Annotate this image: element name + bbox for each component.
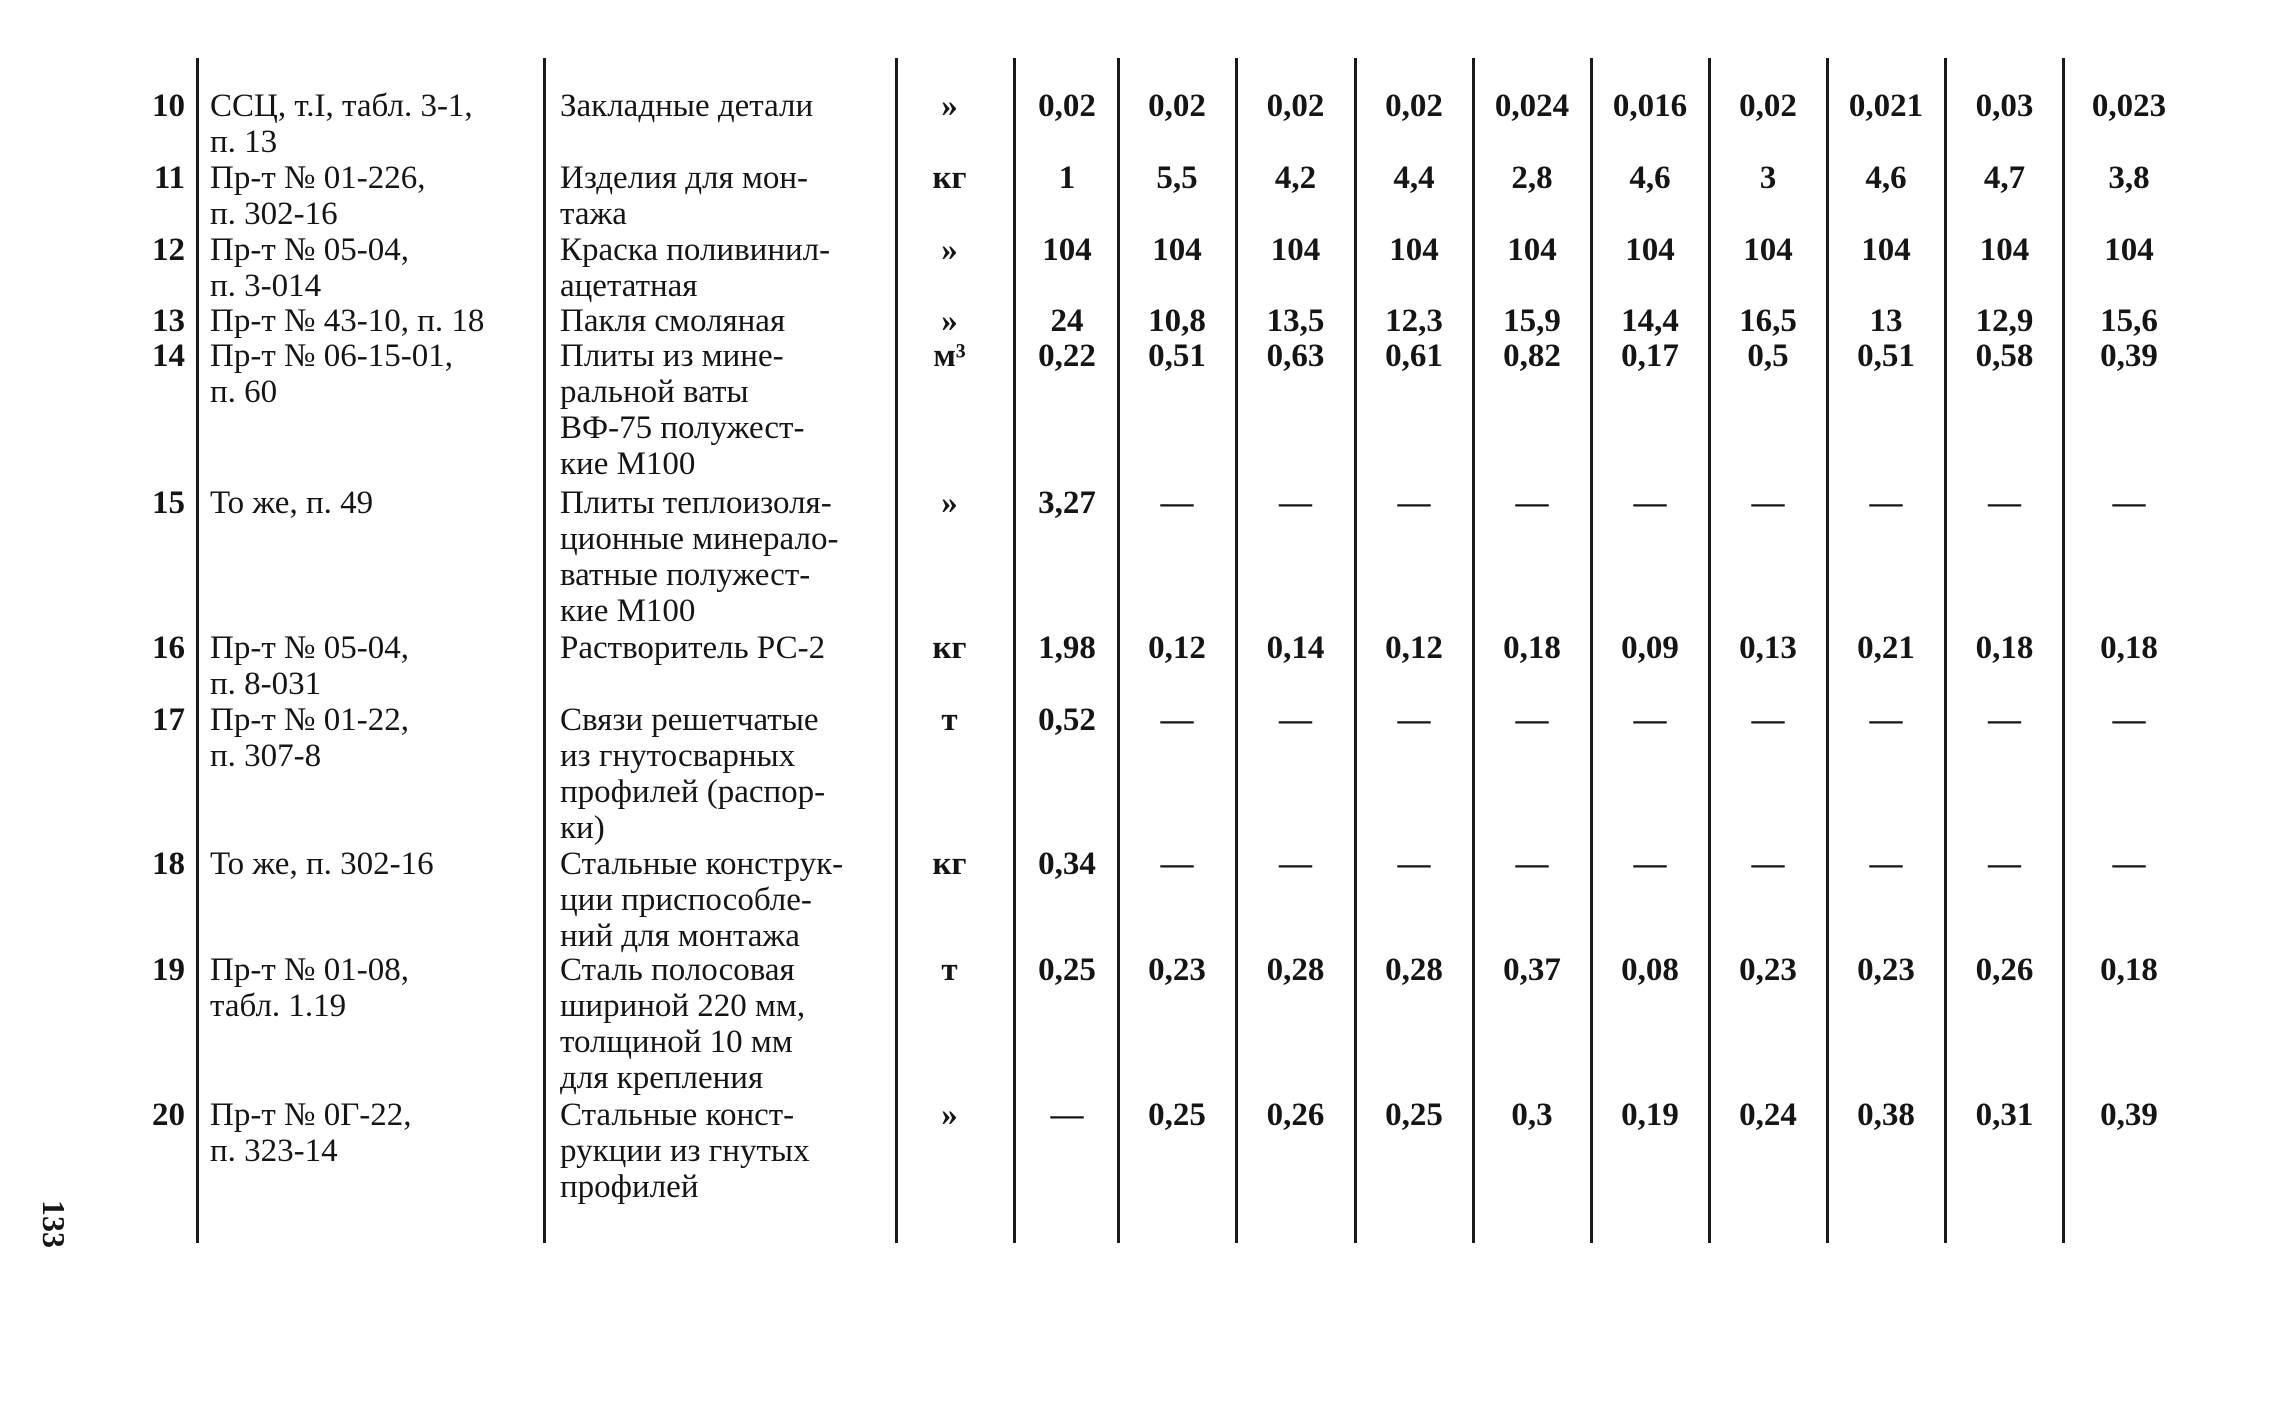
value-cell: — <box>1279 846 1312 882</box>
value-cell: 0,39 <box>2100 1097 2158 1133</box>
value-cell: — <box>1050 1097 1084 1133</box>
value-cell: — <box>1279 702 1312 738</box>
value-cell: 0,25 <box>1148 1097 1206 1133</box>
material-name-line: профилей <box>560 1169 699 1205</box>
material-name <box>560 303 890 339</box>
value-cell: 0,25 <box>1038 952 1096 988</box>
material-name-line: ральной ваты <box>560 374 749 410</box>
source-line: То же, п. 49 <box>210 485 374 521</box>
material-name-line: для крепления <box>560 1060 764 1096</box>
material-name <box>560 1097 890 1205</box>
material-name-line: Изделия для мон- <box>560 160 808 196</box>
value-cell: 0,38 <box>1857 1097 1915 1133</box>
source-line: Пр-т № 06-15-01, <box>210 338 453 374</box>
material-name <box>560 485 890 629</box>
source-line: п. 8-031 <box>210 666 322 702</box>
value-cell: — <box>1988 702 2021 738</box>
material-name <box>560 338 890 482</box>
source-line: Пр-т № 01-22, <box>210 702 409 738</box>
value-cell: 0,63 <box>1266 338 1325 374</box>
value-cell: 0,26 <box>1975 952 2034 988</box>
source-reference <box>210 303 550 339</box>
source-reference <box>210 88 550 160</box>
value-cell: — <box>1869 846 1903 882</box>
value-cell: 15,6 <box>2100 303 2158 339</box>
unit: м³ <box>933 338 966 374</box>
value-cell: — <box>1515 846 1549 882</box>
value-cell: 0,58 <box>1975 338 2034 374</box>
value-cell: — <box>1633 485 1667 521</box>
value-cell: 104 <box>1861 232 1911 268</box>
material-name-line: Плиты теплоизоля- <box>560 485 832 521</box>
value-cell: — <box>1160 702 1194 738</box>
row-number: 10 <box>152 88 185 124</box>
unit: кг <box>932 160 967 196</box>
unit: кг <box>932 630 967 666</box>
source-reference <box>210 952 550 1024</box>
material-name-line: кие М100 <box>560 593 696 629</box>
material-name <box>560 232 890 304</box>
row-number: 18 <box>152 846 185 882</box>
material-name-line: из гнутосварных <box>560 738 796 774</box>
value-cell: 104 <box>1270 232 1321 268</box>
value-cell: 0,14 <box>1266 630 1325 666</box>
value-cell: — <box>1160 846 1194 882</box>
source-reference <box>210 338 550 410</box>
source-line: Пр-т № 05-04, <box>210 232 409 268</box>
value-cell: — <box>2112 485 2146 521</box>
source-line: Пр-т № 43-10, п. 18 <box>210 303 485 339</box>
value-cell: 0,02 <box>1266 88 1325 124</box>
row-number: 14 <box>152 338 185 374</box>
unit: т <box>941 952 958 988</box>
source-reference <box>210 630 550 702</box>
material-name-line: Плиты из мине- <box>560 338 784 374</box>
value-cell: 0,09 <box>1621 630 1679 666</box>
unit: » <box>941 485 958 521</box>
material-name-line: ции приспособле- <box>560 882 812 918</box>
unit: » <box>941 232 958 268</box>
value-cell: 4,6 <box>1629 160 1671 196</box>
value-cell: 3 <box>1759 160 1777 196</box>
value-cell: 0,021 <box>1848 88 1924 124</box>
value-cell: 0,34 <box>1038 846 1096 882</box>
value-cell: 0,18 <box>2100 630 2158 666</box>
row-number: 15 <box>152 485 185 521</box>
value-cell: 104 <box>1042 232 1092 268</box>
value-cell: — <box>2112 702 2146 738</box>
value-cell: 0,18 <box>2100 952 2158 988</box>
value-cell: 104 <box>1152 232 1202 268</box>
value-cell: — <box>1160 485 1194 521</box>
source-line: п. 307-8 <box>210 738 322 774</box>
source-reference <box>210 702 550 774</box>
value-cell: 0,18 <box>1503 630 1561 666</box>
value-cell: 0,39 <box>2100 338 2158 374</box>
value-cell: 104 <box>1979 232 2030 268</box>
value-cell: 4,6 <box>1865 160 1907 196</box>
material-name <box>560 702 890 846</box>
unit: » <box>941 303 958 339</box>
material-name-line: ний для монтажа <box>560 918 800 954</box>
value-cell: 0,02 <box>1385 88 1443 124</box>
value-cell: 104 <box>1743 232 1793 268</box>
value-cell: 0,02 <box>1739 88 1797 124</box>
value-cell: 0,51 <box>1857 338 1915 374</box>
source-line: То же, п. 302-16 <box>210 846 434 882</box>
value-cell: 4,4 <box>1393 160 1435 196</box>
value-cell: — <box>1279 485 1312 521</box>
unit: кг <box>932 846 967 882</box>
value-cell: 2,8 <box>1511 160 1553 196</box>
material-name-line: шириной 220 мм, <box>560 988 806 1024</box>
value-cell: 0,13 <box>1739 630 1797 666</box>
source-line: Пр-т № 01-226, <box>210 160 426 196</box>
value-cell: 0,23 <box>1739 952 1797 988</box>
value-cell: — <box>1515 702 1549 738</box>
material-name <box>560 88 890 124</box>
source-reference <box>210 232 550 304</box>
value-cell: 12,3 <box>1385 303 1443 339</box>
source-line: Пр-т № 05-04, <box>210 630 409 666</box>
value-cell: 5,5 <box>1156 160 1198 196</box>
value-cell: — <box>1397 846 1431 882</box>
value-cell: — <box>1515 485 1549 521</box>
material-name <box>560 952 890 1096</box>
row-number: 20 <box>152 1097 185 1133</box>
value-cell: 104 <box>2104 232 2154 268</box>
value-cell: — <box>1751 702 1785 738</box>
value-cell: 0,3 <box>1511 1097 1553 1133</box>
source-line: Пр-т № 01-08, <box>210 952 409 988</box>
value-cell: 0,24 <box>1739 1097 1797 1133</box>
value-cell: — <box>1633 702 1667 738</box>
value-cell: 0,26 <box>1266 1097 1325 1133</box>
value-cell: 0,023 <box>2091 88 2167 124</box>
value-cell: 3,8 <box>2108 160 2150 196</box>
column-rule <box>196 58 199 1243</box>
value-cell: — <box>1869 702 1903 738</box>
value-cell: 0,12 <box>1148 630 1206 666</box>
material-name-line: тажа <box>560 196 627 232</box>
value-cell: 0,18 <box>1975 630 2034 666</box>
material-name-line: Связи решетчатые <box>560 702 819 738</box>
value-cell: 24 <box>1050 303 1084 339</box>
value-cell: 0,12 <box>1385 630 1443 666</box>
source-reference <box>210 1097 550 1169</box>
value-cell: 4,2 <box>1274 160 1317 196</box>
value-cell: — <box>1869 485 1903 521</box>
column-rule <box>895 58 898 1243</box>
source-line: п. 323-14 <box>210 1133 338 1169</box>
material-name-line: рукции из гнутых <box>560 1133 810 1169</box>
row-number: 12 <box>152 232 185 268</box>
value-cell: 0,23 <box>1857 952 1915 988</box>
material-name-line: Закладные детали <box>560 88 814 124</box>
value-cell: 1,98 <box>1038 630 1096 666</box>
material-name-line: ацетатная <box>560 268 698 304</box>
source-reference <box>210 160 550 232</box>
material-name-line: Стальные конструк- <box>560 846 844 882</box>
value-cell: 16,5 <box>1739 303 1797 339</box>
material-name-line: ки) <box>560 810 605 846</box>
value-cell: 0,31 <box>1975 1097 2034 1133</box>
value-cell: 14,4 <box>1621 303 1679 339</box>
value-cell: 0,024 <box>1494 88 1570 124</box>
value-cell: 13,5 <box>1266 303 1325 339</box>
material-name-line: Стальные конст- <box>560 1097 795 1133</box>
value-cell: — <box>1633 846 1667 882</box>
value-cell: 1 <box>1058 160 1076 196</box>
unit: т <box>941 702 958 738</box>
source-line: Пр-т № 0Г-22, <box>210 1097 412 1133</box>
value-cell: — <box>1988 846 2021 882</box>
source-line: п. 60 <box>210 374 278 410</box>
value-cell: 0,23 <box>1148 952 1206 988</box>
source-reference <box>210 485 550 521</box>
unit: » <box>941 1097 958 1133</box>
material-name <box>560 160 890 232</box>
value-cell: 0,21 <box>1857 630 1915 666</box>
material-name-line: ционные минерало- <box>560 521 839 557</box>
material-name-line: Краска поливинил- <box>560 232 831 268</box>
material-name-line: толщиной 10 мм <box>560 1024 793 1060</box>
material-name <box>560 846 890 954</box>
row-number: 19 <box>152 952 185 988</box>
material-name-line: ВФ-75 полужест- <box>560 410 805 446</box>
source-line: п. 13 <box>210 124 278 160</box>
value-cell: 0,016 <box>1612 88 1688 124</box>
value-cell: 4,7 <box>1983 160 2026 196</box>
material-name-line: профилей (распор- <box>560 774 826 810</box>
value-cell: — <box>1751 485 1785 521</box>
value-cell: 0,22 <box>1038 338 1096 374</box>
value-cell: 12,9 <box>1975 303 2034 339</box>
value-cell: 104 <box>1625 232 1675 268</box>
value-cell: 0,28 <box>1266 952 1325 988</box>
material-name-line: кие М100 <box>560 446 696 482</box>
source-line: ССЦ, т.I, табл. 3-1, <box>210 88 473 124</box>
value-cell: 0,82 <box>1503 338 1561 374</box>
value-cell: 15,9 <box>1503 303 1561 339</box>
page-number: 133 <box>36 1200 72 1248</box>
source-line: п. 302-16 <box>210 196 338 232</box>
value-cell: — <box>2112 846 2146 882</box>
value-cell: 10,8 <box>1148 303 1206 339</box>
value-cell: 0,51 <box>1148 338 1206 374</box>
unit: » <box>941 88 958 124</box>
material-name <box>560 630 890 666</box>
material-name-line: ватные полужест- <box>560 557 811 593</box>
material-name-line: Растворитель РС-2 <box>560 630 826 666</box>
value-cell: 0,02 <box>1038 88 1096 124</box>
row-number: 17 <box>152 702 185 738</box>
value-cell: — <box>1397 485 1431 521</box>
value-cell: 0,28 <box>1385 952 1443 988</box>
value-cell: — <box>1397 702 1431 738</box>
value-cell: 0,5 <box>1747 338 1789 374</box>
value-cell: 0,61 <box>1385 338 1443 374</box>
value-cell: 0,17 <box>1621 338 1679 374</box>
value-cell: — <box>1988 485 2021 521</box>
value-cell: 104 <box>1507 232 1557 268</box>
value-cell: 0,25 <box>1385 1097 1443 1133</box>
value-cell: 3,27 <box>1038 485 1096 521</box>
value-cell: 0,52 <box>1038 702 1096 738</box>
row-number: 11 <box>153 160 185 196</box>
value-cell: 0,08 <box>1621 952 1679 988</box>
value-cell: 0,02 <box>1148 88 1206 124</box>
value-cell: 0,19 <box>1621 1097 1679 1133</box>
row-number: 16 <box>152 630 185 666</box>
value-cell: 0,03 <box>1975 88 2034 124</box>
value-cell: — <box>1751 846 1785 882</box>
source-line: табл. 1.19 <box>210 988 347 1024</box>
source-line: п. 3-014 <box>210 268 322 304</box>
value-cell: 104 <box>1389 232 1439 268</box>
source-reference <box>210 846 550 882</box>
column-rule <box>1013 58 1016 1243</box>
material-name-line: Пакля смоляная <box>560 303 786 339</box>
material-name-line: Сталь полосовая <box>560 952 795 988</box>
value-cell: 13 <box>1869 303 1903 339</box>
row-number: 13 <box>152 303 185 339</box>
value-cell: 0,37 <box>1503 952 1561 988</box>
